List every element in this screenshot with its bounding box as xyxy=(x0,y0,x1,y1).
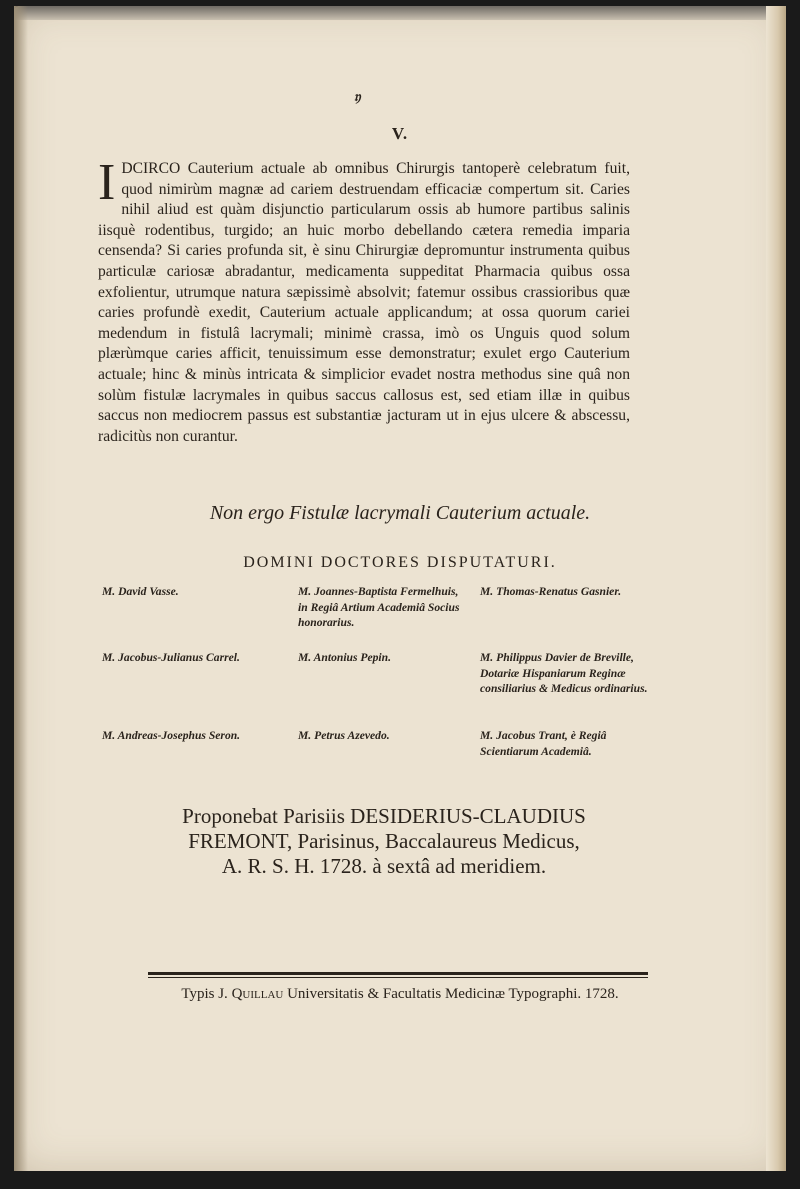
doctor-entry: M. Jacobus-Julianus Carrel. xyxy=(102,651,240,664)
page-top-binding xyxy=(14,6,786,20)
signature-mark: 𝔶 xyxy=(354,90,361,105)
doctor-entry: M. Petrus Azevedo. xyxy=(298,729,390,742)
doctor-entry: M. David Vasse. xyxy=(102,585,179,598)
doctor-entry: M. Philippus Davier de Breville, Dotariæ Hispaniarum Reginæ consiliarius & Medicus ordinarius. xyxy=(480,651,648,696)
proponebat-line-1: Proponebat Parisiis DESIDERIUS-CLAUDIUS xyxy=(182,804,586,828)
doctors-list xyxy=(102,584,662,764)
thick-rule xyxy=(148,972,648,975)
thesis-paragraph xyxy=(98,154,630,447)
conclusion-line: Non ergo Fistulæ lacrymali Cauterium actuale. xyxy=(209,502,591,524)
section-number: V. xyxy=(391,124,409,143)
doctor-entry: M. Thomas-Renatus Gasnier. xyxy=(480,585,622,598)
doctor-entry: M. Antonius Pepin. xyxy=(298,651,391,664)
paragraph-text: DCIRCO Cauterium actuale ab omnibus Chirurgis tantoperè celebratum fuit, quod nimirùm magnæ ad cariem destruendam efficaciæ compertum sit. Caries nihil aliud est quàm disjunctio particularum ossis ab humore partibus salinis iisquè rodentibus, turgido; an huic morbo debellando cætera remedia imparia censenda? Si caries profunda sit, è sinu Chirurgiæ depromuntur instrumenta quibus particulæ cariosæ abradantur, medicamenta suppeditat Pharmacia quibus ossa exfolientur, utrumque natura sæpissimè absolvit; fatemur ossibus crassioribus quæ caries profundè exedit, Cauterium actuale applicandum; at ossa quorum cariei medendum in fistulâ lacrymali; minimè crassa, imò os Unguis quod solum plærùmque caries afficit, tenuissimum esse demonstratur; exulet ergo Cauterium actuale; hinc & minùs intricata & simplicior evadet nostra methodus sine quâ non solùm fistulæ lacrymales in quibus saccus callosus est, sed etiam illæ in quibus saccus non mediocrem passus est substantiæ jacturam ut in ejus ulcere & abscessu, radicitùs non curantur. xyxy=(98,160,630,445)
thin-rule xyxy=(148,977,648,978)
printer-imprint xyxy=(14,986,786,1003)
proponebat-line-2: FREMONT, Parisinus, Baccalaureus Medicus, xyxy=(188,829,580,853)
proponebat-block xyxy=(104,804,664,879)
drop-cap: I xyxy=(98,154,116,211)
proponebat-line-3: A. R. S. H. 1728. à sextâ ad meridiem. xyxy=(221,854,547,878)
document-page xyxy=(14,6,786,1171)
doctor-entry: M. Joannes-Baptista Fermelhuis, in Regiâ Artium Academiâ Socius honorarius. xyxy=(298,585,460,630)
doctors-heading: DOMINI DOCTORES DISPUTATURI. xyxy=(243,554,557,571)
imprint-printer: Quillau xyxy=(231,986,284,1002)
imprint-prefix: Typis J. xyxy=(181,986,232,1002)
doctor-entry: M. Andreas-Josephus Seron. xyxy=(102,729,241,742)
doctor-entry: M. Jacobus Trant, è Regiâ Scientiarum Academiâ. xyxy=(480,729,607,758)
imprint-rest: Universitatis & Facultatis Medicinæ Typographi. 1728. xyxy=(283,986,619,1002)
